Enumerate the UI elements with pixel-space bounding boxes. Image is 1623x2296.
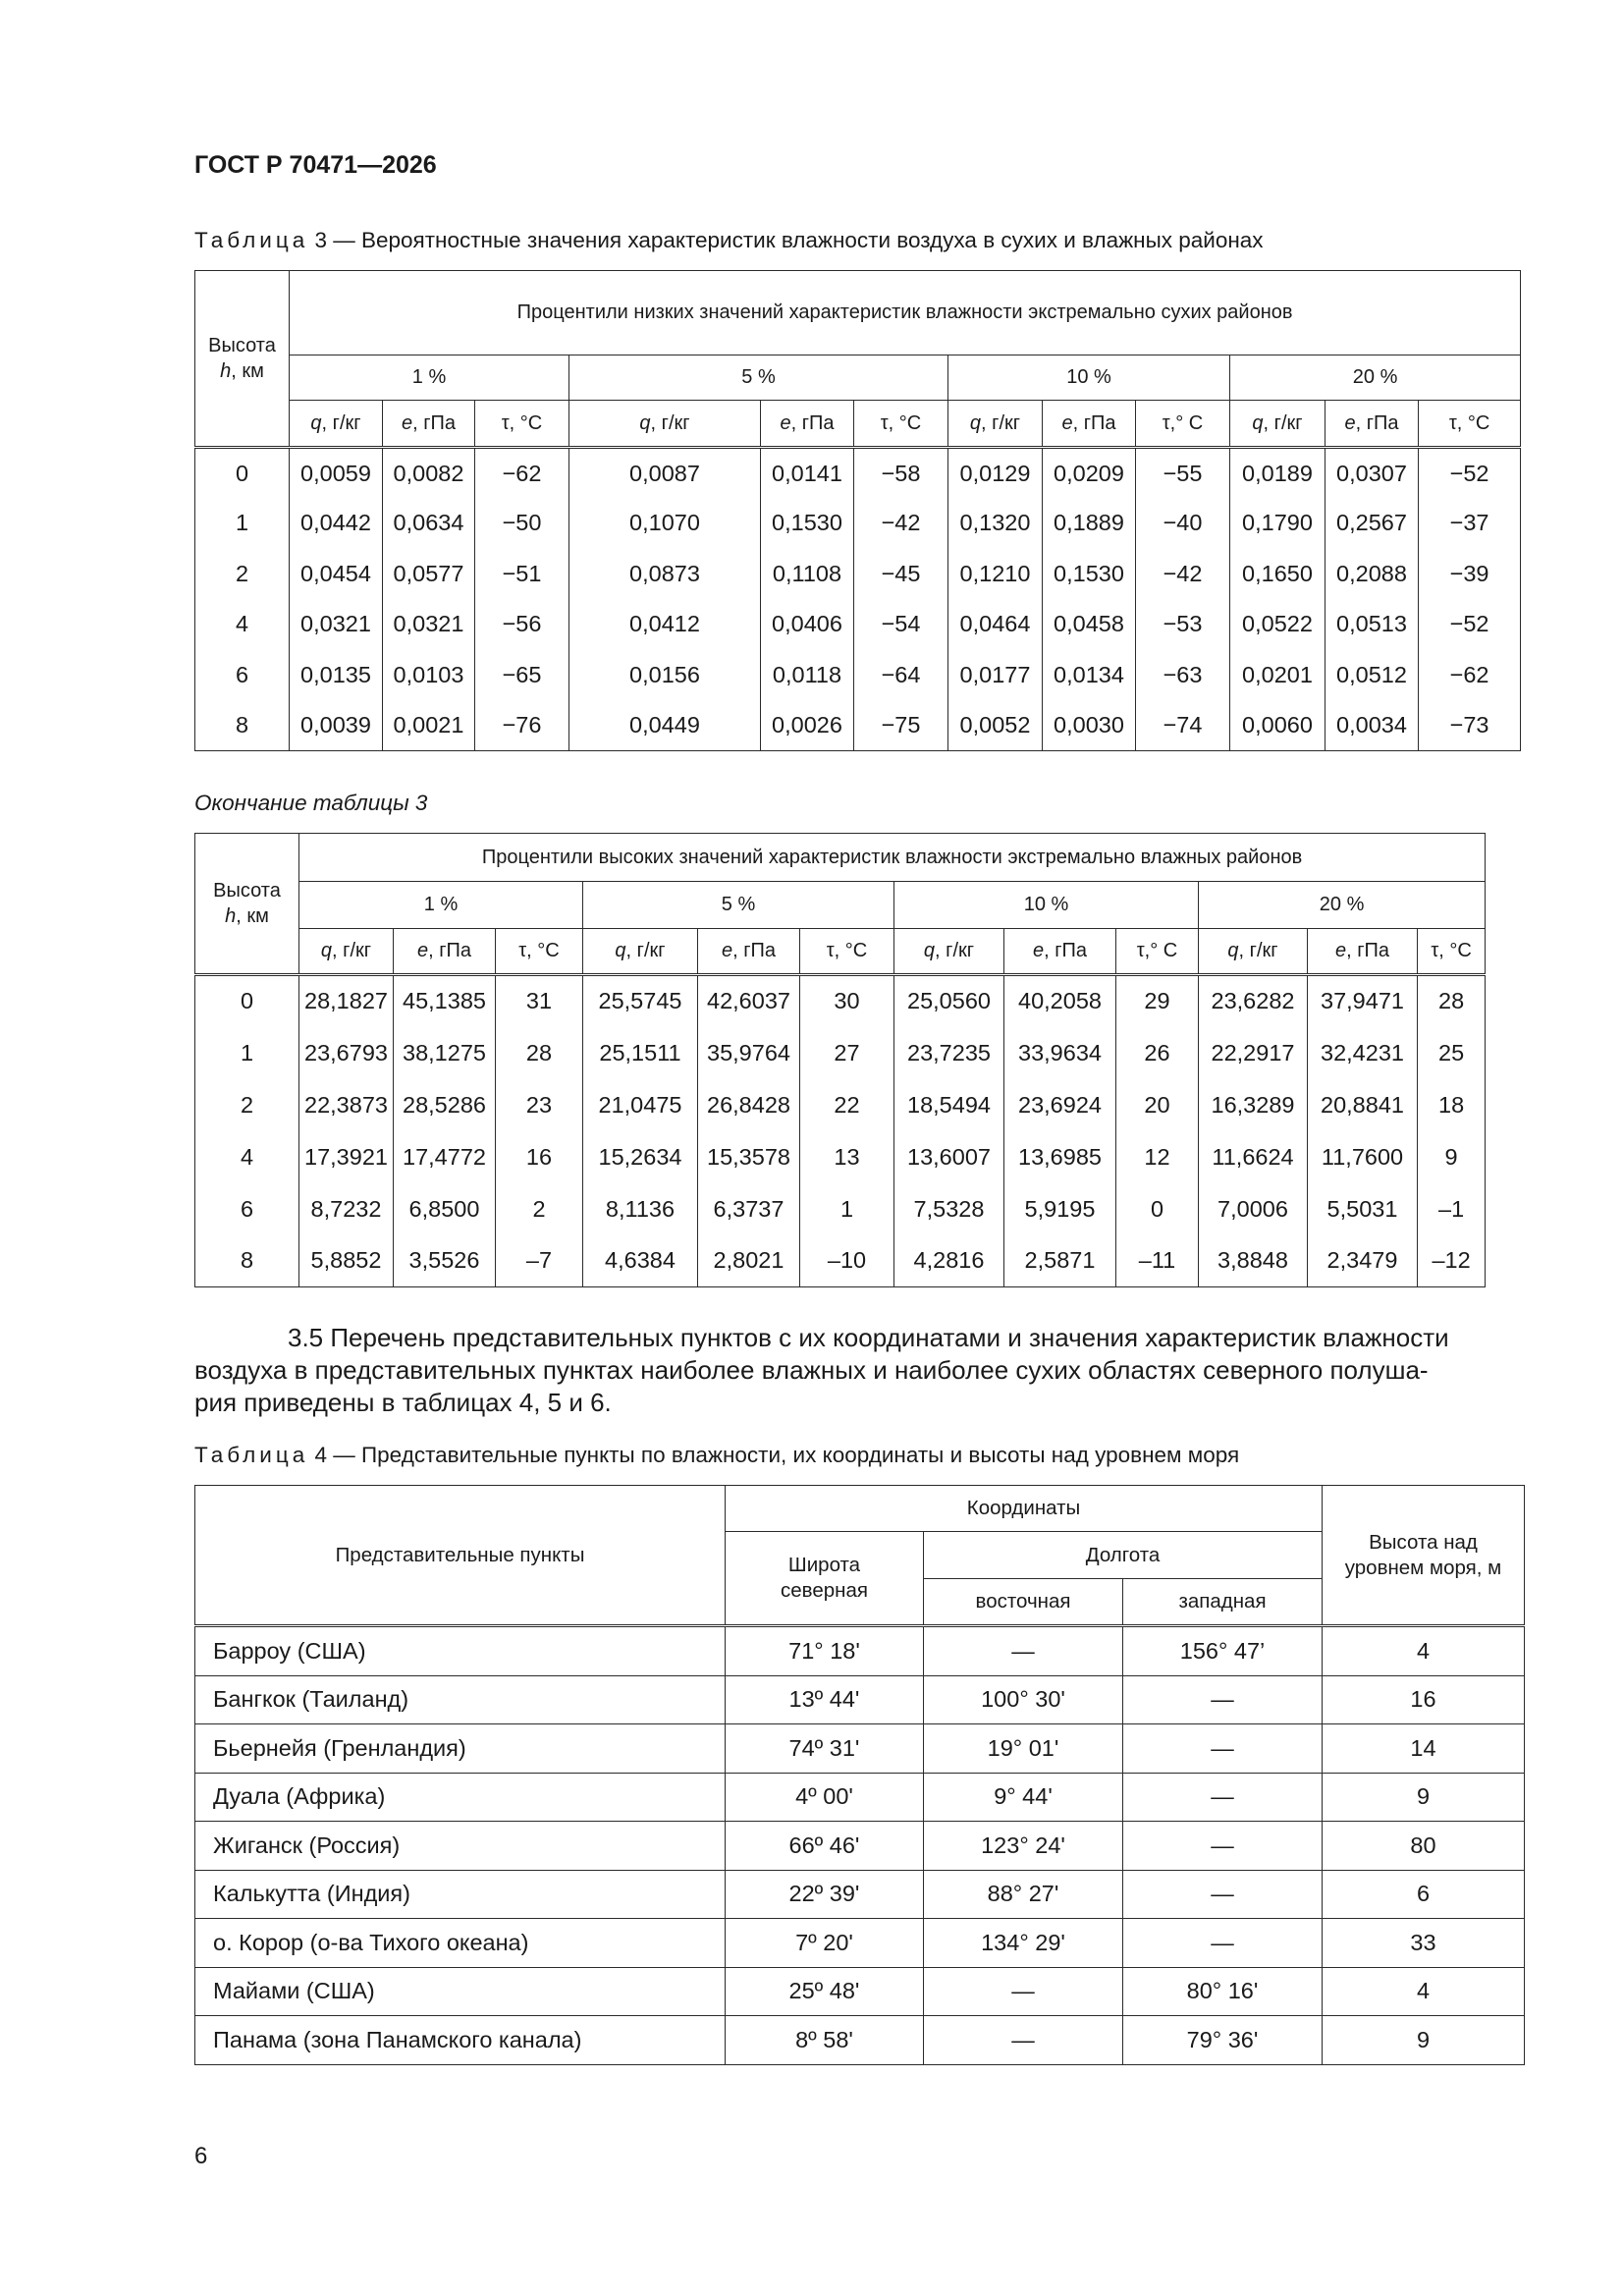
- data-cell: 38,1275: [394, 1027, 496, 1079]
- table-row: [195, 975, 1486, 1027]
- table4-header-west: западная: [1123, 1579, 1323, 1626]
- data-cell: 2,3479: [1308, 1235, 1418, 1287]
- table-row: [195, 1675, 1525, 1724]
- data-cell: 80° 16': [1123, 1967, 1323, 2016]
- data-cell: 0,1790: [1230, 498, 1325, 549]
- height-label: Высота: [208, 335, 276, 356]
- table-row: [195, 599, 1521, 650]
- table4-header-longitude: Долгота: [924, 1532, 1323, 1579]
- data-cell: −40: [1136, 498, 1230, 549]
- table3-continuation-caption: Окончание таблицы 3: [194, 791, 428, 815]
- percentile-5: 5 %: [569, 355, 948, 401]
- row-height-cell: 6: [195, 650, 290, 701]
- data-cell: 0,0307: [1325, 448, 1419, 499]
- data-cell: 6: [1323, 1870, 1525, 1919]
- var-e: e, гПа: [383, 401, 475, 448]
- table3-caption-text: 3 — Вероятностные значения характеристик влажности воздуха в сухих и влажных районах: [308, 228, 1264, 252]
- data-cell: 0,0082: [383, 448, 475, 499]
- data-cell: 4: [1323, 1967, 1525, 2016]
- data-cell: 0,0052: [948, 700, 1043, 751]
- data-cell: 0,1889: [1043, 498, 1136, 549]
- data-cell: 22,2917: [1199, 1027, 1308, 1079]
- data-cell: 79° 36': [1123, 2016, 1323, 2065]
- table-row: [195, 498, 1521, 549]
- data-cell: 28: [496, 1027, 583, 1079]
- table3-percentile-row: [195, 355, 1521, 401]
- data-cell: 25,0560: [894, 975, 1004, 1027]
- data-cell: 0,0103: [383, 650, 475, 701]
- data-cell: 0,2088: [1325, 549, 1419, 600]
- data-cell: 6,3737: [698, 1183, 800, 1235]
- table3-end-body: [195, 975, 1486, 1287]
- data-cell: −62: [475, 448, 569, 499]
- row-height-cell: Бангкок (Таиланд): [195, 1675, 726, 1724]
- data-cell: 0,1108: [761, 549, 854, 600]
- data-cell: 0,0634: [383, 498, 475, 549]
- table3-var-row: [195, 401, 1521, 448]
- height-unit: h: [225, 905, 237, 927]
- data-cell: −42: [1136, 549, 1230, 600]
- data-cell: −52: [1419, 448, 1521, 499]
- data-cell: 8º 58': [726, 2016, 924, 2065]
- var-q: q, г/кг: [290, 401, 383, 448]
- data-cell: −37: [1419, 498, 1521, 549]
- data-cell: 12: [1116, 1131, 1199, 1183]
- data-cell: 0,0512: [1325, 650, 1419, 701]
- data-cell: 22º 39': [726, 1870, 924, 1919]
- data-cell: 0,0464: [948, 599, 1043, 650]
- var-e: e, гПа: [761, 401, 854, 448]
- data-cell: 23,6793: [299, 1027, 394, 1079]
- table3-caption-prefix: Таблица: [194, 228, 309, 252]
- data-cell: 4,2816: [894, 1235, 1004, 1287]
- data-cell: −45: [854, 549, 948, 600]
- data-cell: —: [1123, 1822, 1323, 1871]
- table4-header-coords: Координаты: [726, 1486, 1323, 1532]
- data-cell: 0,0442: [290, 498, 383, 549]
- data-cell: −75: [854, 700, 948, 751]
- data-cell: 0,1530: [761, 498, 854, 549]
- data-cell: −56: [475, 599, 569, 650]
- data-cell: 23,6924: [1004, 1079, 1116, 1131]
- row-height-cell: Барроу (США): [195, 1626, 726, 1676]
- table-row: [195, 1919, 1525, 1968]
- data-cell: 35,9764: [698, 1027, 800, 1079]
- data-cell: 28,1827: [299, 975, 394, 1027]
- table3-height-header: [195, 271, 290, 448]
- row-height-cell: 4: [195, 1131, 299, 1183]
- table4: [194, 1485, 1525, 2065]
- data-cell: 23: [496, 1079, 583, 1131]
- paragraph-line: рия приведены в таблицах 4, 5 и 6.: [194, 1388, 612, 1417]
- var-tau: τ, °С: [800, 929, 894, 975]
- table3-body: [195, 448, 1521, 751]
- data-cell: 0,0412: [569, 599, 761, 650]
- data-cell: 25: [1418, 1027, 1486, 1079]
- data-cell: 13º 44': [726, 1675, 924, 1724]
- data-cell: 27: [800, 1027, 894, 1079]
- var-e: e, гПа: [1308, 929, 1418, 975]
- row-height-cell: 8: [195, 1235, 299, 1287]
- data-cell: 156° 47’: [1123, 1626, 1323, 1676]
- data-cell: 0,0189: [1230, 448, 1325, 499]
- data-cell: 25,5745: [583, 975, 698, 1027]
- data-cell: 3,8848: [1199, 1235, 1308, 1287]
- data-cell: 31: [496, 975, 583, 1027]
- var-q: q, г/кг: [1230, 401, 1325, 448]
- table-row: [195, 1131, 1486, 1183]
- data-cell: 40,2058: [1004, 975, 1116, 1027]
- data-cell: 0,0458: [1043, 599, 1136, 650]
- data-cell: −51: [475, 549, 569, 600]
- data-cell: 0,0201: [1230, 650, 1325, 701]
- data-cell: 32,4231: [1308, 1027, 1418, 1079]
- table-row: [195, 2016, 1525, 2065]
- data-cell: −55: [1136, 448, 1230, 499]
- data-cell: –1: [1418, 1183, 1486, 1235]
- data-cell: 4: [1323, 1626, 1525, 1676]
- table3-end-group-title: Процентили высоких значений характеристик влажности экстремально влажных районов: [299, 834, 1486, 882]
- data-cell: 123° 24': [924, 1822, 1123, 1871]
- data-cell: 9: [1418, 1131, 1486, 1183]
- data-cell: 17,3921: [299, 1131, 394, 1183]
- data-cell: —: [1123, 1773, 1323, 1822]
- data-cell: 16: [1323, 1675, 1525, 1724]
- data-cell: −53: [1136, 599, 1230, 650]
- data-cell: 0,0134: [1043, 650, 1136, 701]
- percentile-5: 5 %: [583, 882, 894, 929]
- table4-caption-text: 4 — Представительные пункты по влажности, их координаты и высоты над уровнем моря: [308, 1443, 1240, 1467]
- table-row: [195, 1183, 1486, 1235]
- data-cell: –10: [800, 1235, 894, 1287]
- data-cell: 18: [1418, 1079, 1486, 1131]
- data-cell: 2,8021: [698, 1235, 800, 1287]
- data-cell: 66º 46': [726, 1822, 924, 1871]
- data-cell: 100° 30': [924, 1675, 1123, 1724]
- table3-end-percentile-row: [195, 882, 1486, 929]
- data-cell: 20,8841: [1308, 1079, 1418, 1131]
- row-height-cell: Бьернейя (Гренландия): [195, 1724, 726, 1774]
- data-cell: 30: [800, 975, 894, 1027]
- data-cell: 0,2567: [1325, 498, 1419, 549]
- data-cell: 0,0030: [1043, 700, 1136, 751]
- var-e: e, гПа: [1325, 401, 1419, 448]
- table-row: [195, 448, 1521, 499]
- table-row: [195, 1626, 1525, 1676]
- data-cell: 7,5328: [894, 1183, 1004, 1235]
- data-cell: 0,1210: [948, 549, 1043, 600]
- row-height-cell: 4: [195, 599, 290, 650]
- data-cell: 11,6624: [1199, 1131, 1308, 1183]
- data-cell: 3,5526: [394, 1235, 496, 1287]
- height-unit: h: [220, 360, 232, 382]
- var-q: q, г/кг: [583, 929, 698, 975]
- var-q: q, г/кг: [569, 401, 761, 448]
- data-cell: 22: [800, 1079, 894, 1131]
- data-cell: 18,5494: [894, 1079, 1004, 1131]
- data-cell: 74º 31': [726, 1724, 924, 1774]
- data-cell: −76: [475, 700, 569, 751]
- var-q: q, г/кг: [894, 929, 1004, 975]
- data-cell: 5,5031: [1308, 1183, 1418, 1235]
- percentile-20: 20 %: [1199, 882, 1486, 929]
- data-cell: 28: [1418, 975, 1486, 1027]
- data-cell: 0,0034: [1325, 700, 1419, 751]
- data-cell: 4º 00': [726, 1773, 924, 1822]
- data-cell: 26: [1116, 1027, 1199, 1079]
- data-cell: 9: [1323, 2016, 1525, 2065]
- data-cell: 13: [800, 1131, 894, 1183]
- data-cell: 0,0209: [1043, 448, 1136, 499]
- row-height-cell: 2: [195, 1079, 299, 1131]
- data-cell: —: [1123, 1675, 1323, 1724]
- var-q: q, г/кг: [948, 401, 1043, 448]
- table-row: [195, 650, 1521, 701]
- height-unit-suffix: , км: [231, 360, 264, 382]
- data-cell: 71° 18': [726, 1626, 924, 1676]
- percentile-10: 10 %: [948, 355, 1230, 401]
- data-cell: 0,0156: [569, 650, 761, 701]
- paragraph-line: воздуха в представительных пунктах наиболее влажных и наиболее сухих областях северного полуша-: [194, 1355, 1429, 1385]
- data-cell: —: [924, 1967, 1123, 2016]
- data-cell: 6,8500: [394, 1183, 496, 1235]
- data-cell: −42: [854, 498, 948, 549]
- height-unit-suffix: , км: [236, 905, 269, 927]
- table3: [194, 270, 1521, 751]
- table-row: [195, 1027, 1486, 1079]
- data-cell: 7º 20': [726, 1919, 924, 1968]
- table3-end-var-row: [195, 929, 1486, 975]
- data-cell: 80: [1323, 1822, 1525, 1871]
- data-cell: −73: [1419, 700, 1521, 751]
- table-row: [195, 1079, 1486, 1131]
- data-cell: 9: [1323, 1773, 1525, 1822]
- data-cell: 0,0135: [290, 650, 383, 701]
- data-cell: 21,0475: [583, 1079, 698, 1131]
- data-cell: −65: [475, 650, 569, 701]
- data-cell: 4,6384: [583, 1235, 698, 1287]
- var-tau: τ,° С: [1116, 929, 1199, 975]
- data-cell: 0,1530: [1043, 549, 1136, 600]
- data-cell: 0,0513: [1325, 599, 1419, 650]
- data-cell: 28,5286: [394, 1079, 496, 1131]
- percentile-1: 1 %: [290, 355, 569, 401]
- data-cell: 23,6282: [1199, 975, 1308, 1027]
- data-cell: 0,0026: [761, 700, 854, 751]
- var-e: e, гПа: [1004, 929, 1116, 975]
- var-e: e, гПа: [698, 929, 800, 975]
- data-cell: 17,4772: [394, 1131, 496, 1183]
- table4-header-elevation: Высота над уровнем моря, м: [1323, 1486, 1525, 1626]
- data-cell: 15,2634: [583, 1131, 698, 1183]
- data-cell: 0,0873: [569, 549, 761, 600]
- data-cell: 0,0321: [383, 599, 475, 650]
- data-cell: 9° 44': [924, 1773, 1123, 1822]
- var-tau: τ, °C: [475, 401, 569, 448]
- data-cell: −52: [1419, 599, 1521, 650]
- data-cell: —: [924, 2016, 1123, 2065]
- data-cell: 45,1385: [394, 975, 496, 1027]
- data-cell: 0,0577: [383, 549, 475, 600]
- row-height-cell: 8: [195, 700, 290, 751]
- row-height-cell: 1: [195, 498, 290, 549]
- row-height-cell: Панама (зона Панамского канала): [195, 2016, 726, 2065]
- row-height-cell: Жиганск (Россия): [195, 1822, 726, 1871]
- data-cell: 0,0060: [1230, 700, 1325, 751]
- data-cell: 11,7600: [1308, 1131, 1418, 1183]
- table4-header-east: восточная: [924, 1579, 1123, 1626]
- data-cell: −58: [854, 448, 948, 499]
- row-height-cell: о. Корор (о-ва Тихого океана): [195, 1919, 726, 1968]
- data-cell: 0,0059: [290, 448, 383, 499]
- table4-header-latitude: Широта северная: [726, 1532, 924, 1626]
- percentile-10: 10 %: [894, 882, 1199, 929]
- data-cell: 0,1650: [1230, 549, 1325, 600]
- data-cell: 2,5871: [1004, 1235, 1116, 1287]
- paragraph-line: 3.5 Перечень представительных пунктов с их координатами и значения характеристик влажности: [288, 1323, 1449, 1352]
- table-row: [195, 1822, 1525, 1871]
- page-number: 6: [194, 2143, 208, 2169]
- data-cell: 0,1070: [569, 498, 761, 549]
- data-cell: 0,0087: [569, 448, 761, 499]
- table3-end-height-header: [195, 834, 299, 975]
- data-cell: 23,7235: [894, 1027, 1004, 1079]
- var-tau: τ, °C: [854, 401, 948, 448]
- data-cell: 20: [1116, 1079, 1199, 1131]
- data-cell: 0: [1116, 1183, 1199, 1235]
- row-height-cell: 1: [195, 1027, 299, 1079]
- data-cell: 134° 29': [924, 1919, 1123, 1968]
- table4-caption: [194, 1443, 1239, 1468]
- data-cell: −62: [1419, 650, 1521, 701]
- table4-body: [195, 1626, 1525, 2065]
- var-tau: τ, °С: [1419, 401, 1521, 448]
- table-row: [195, 1870, 1525, 1919]
- table3-caption: [194, 228, 1264, 253]
- data-cell: —: [1123, 1870, 1323, 1919]
- data-cell: 0,0118: [761, 650, 854, 701]
- row-height-cell: Майами (США): [195, 1967, 726, 2016]
- table4-caption-prefix: Таблица: [194, 1443, 309, 1467]
- table3-end: [194, 833, 1486, 1287]
- data-cell: –12: [1418, 1235, 1486, 1287]
- data-cell: —: [1123, 1724, 1323, 1774]
- data-cell: 25º 48': [726, 1967, 924, 2016]
- data-cell: 14: [1323, 1724, 1525, 1774]
- data-cell: 5,8852: [299, 1235, 394, 1287]
- table-row: [195, 1724, 1525, 1774]
- data-cell: 0,0522: [1230, 599, 1325, 650]
- table-row: [195, 549, 1521, 600]
- data-cell: 37,9471: [1308, 975, 1418, 1027]
- row-height-cell: 0: [195, 975, 299, 1027]
- var-e: e, гПа: [1043, 401, 1136, 448]
- data-cell: 13,6007: [894, 1131, 1004, 1183]
- data-cell: 33,9634: [1004, 1027, 1116, 1079]
- data-cell: 0,0321: [290, 599, 383, 650]
- row-height-cell: Дуала (Африка): [195, 1773, 726, 1822]
- data-cell: −54: [854, 599, 948, 650]
- table-row: [195, 1235, 1486, 1287]
- data-cell: 88° 27': [924, 1870, 1123, 1919]
- data-cell: –7: [496, 1235, 583, 1287]
- data-cell: −64: [854, 650, 948, 701]
- section-3-5-paragraph: [194, 1322, 1524, 1419]
- var-tau: τ, °С: [1418, 929, 1486, 975]
- var-tau: τ, °С: [496, 929, 583, 975]
- row-height-cell: 2: [195, 549, 290, 600]
- table-row: [195, 1967, 1525, 2016]
- table-row: [195, 1773, 1525, 1822]
- var-e: e, гПа: [394, 929, 496, 975]
- data-cell: 0,0021: [383, 700, 475, 751]
- data-cell: 19° 01': [924, 1724, 1123, 1774]
- row-height-cell: 6: [195, 1183, 299, 1235]
- height-label: Высота: [213, 880, 281, 902]
- document-header: ГОСТ Р 70471—2026: [194, 151, 437, 179]
- data-cell: 5,9195: [1004, 1183, 1116, 1235]
- data-cell: 42,6037: [698, 975, 800, 1027]
- data-cell: 0,0177: [948, 650, 1043, 701]
- table3-group-title: Процентили низких значений характеристик влажности экстремально сухих районов: [290, 271, 1521, 355]
- data-cell: 0,0406: [761, 599, 854, 650]
- percentile-1: 1 %: [299, 882, 583, 929]
- data-cell: —: [924, 1626, 1123, 1676]
- var-tau: τ,° С: [1136, 401, 1230, 448]
- data-cell: 2: [496, 1183, 583, 1235]
- percentile-20: 20 %: [1230, 355, 1521, 401]
- data-cell: 25,1511: [583, 1027, 698, 1079]
- data-cell: 7,0006: [1199, 1183, 1308, 1235]
- data-cell: —: [1123, 1919, 1323, 1968]
- data-cell: 0,0449: [569, 700, 761, 751]
- data-cell: 33: [1323, 1919, 1525, 1968]
- data-cell: −39: [1419, 549, 1521, 600]
- data-cell: 15,3578: [698, 1131, 800, 1183]
- row-height-cell: 0: [195, 448, 290, 499]
- data-cell: 0,1320: [948, 498, 1043, 549]
- data-cell: 13,6985: [1004, 1131, 1116, 1183]
- data-cell: 1: [800, 1183, 894, 1235]
- table4-header-points: Представительные пункты: [195, 1486, 726, 1626]
- data-cell: 0,0141: [761, 448, 854, 499]
- data-cell: 0,0039: [290, 700, 383, 751]
- data-cell: 0,0454: [290, 549, 383, 600]
- data-cell: −63: [1136, 650, 1230, 701]
- data-cell: –11: [1116, 1235, 1199, 1287]
- data-cell: 16,3289: [1199, 1079, 1308, 1131]
- var-q: q, г/кг: [299, 929, 394, 975]
- var-q: q, г/кг: [1199, 929, 1308, 975]
- data-cell: 0,0129: [948, 448, 1043, 499]
- data-cell: 22,3873: [299, 1079, 394, 1131]
- row-height-cell: Калькутта (Индия): [195, 1870, 726, 1919]
- data-cell: 29: [1116, 975, 1199, 1027]
- data-cell: 16: [496, 1131, 583, 1183]
- data-cell: 8,1136: [583, 1183, 698, 1235]
- data-cell: −50: [475, 498, 569, 549]
- data-cell: 26,8428: [698, 1079, 800, 1131]
- table-row: [195, 700, 1521, 751]
- data-cell: 8,7232: [299, 1183, 394, 1235]
- data-cell: −74: [1136, 700, 1230, 751]
